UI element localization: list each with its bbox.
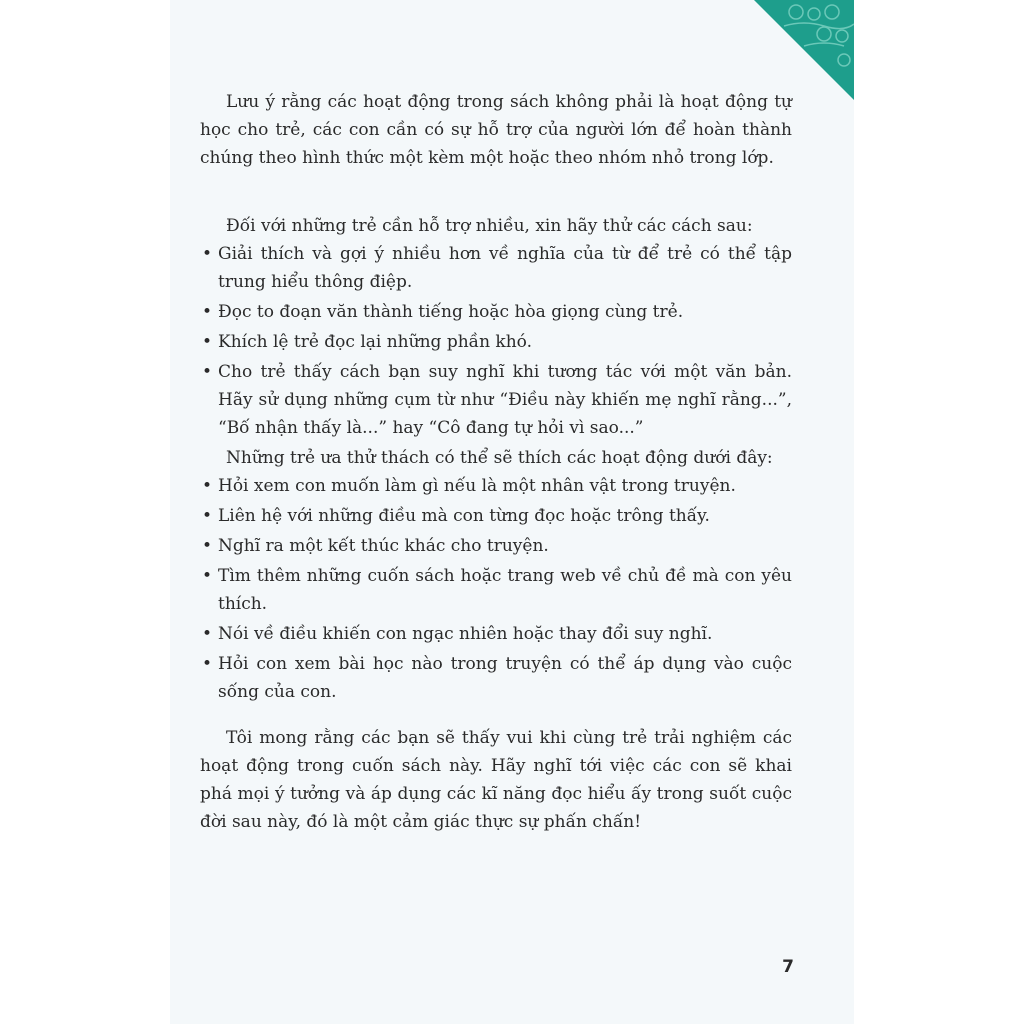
list-item: • Hỏi con xem bài học nào trong truyện có thể áp dụng vào cuộc sống của con. — [200, 650, 792, 706]
support-list — [200, 240, 792, 442]
page-number: 7 — [782, 957, 794, 977]
list-item: • Hỏi xem con muốn làm gì nếu là một nhân vật trong truyện. — [200, 472, 792, 500]
list-item: • Khích lệ trẻ đọc lại những phần khó. — [200, 328, 792, 356]
support-section-heading: Đối với những trẻ cần hỗ trợ nhiều, xin hãy thử các cách sau: — [226, 216, 753, 236]
list-item: • Tìm thêm những cuốn sách hoặc trang web về chủ đề mà con yêu thích. — [200, 562, 792, 618]
intro-paragraph: Lưu ý rằng các hoạt động trong sách không phải là hoạt động tự học cho trẻ, các con cần có sự hỗ trợ của người lớn để hoàn thành chúng theo hình thức một kèm một hoặc theo nhóm nhỏ trong lớp. — [200, 92, 792, 168]
page-content — [200, 88, 792, 836]
list-item: • Nói về điều khiến con ngạc nhiên hoặc thay đổi suy nghĩ. — [200, 620, 792, 648]
corner-decoration — [754, 0, 854, 100]
challenge-list — [200, 472, 792, 706]
book-page — [170, 0, 854, 1024]
list-item: • Giải thích và gợi ý nhiều hơn về nghĩa của từ để trẻ có thể tập trung hiểu thông điệp. — [200, 240, 792, 296]
list-item: • Liên hệ với những điều mà con từng đọc hoặc trông thấy. — [200, 502, 792, 530]
list-item: • Đọc to đoạn văn thành tiếng hoặc hòa giọng cùng trẻ. — [200, 298, 792, 326]
list-item: • Nghĩ ra một kết thúc khác cho truyện. — [200, 532, 792, 560]
closing-paragraph: Tôi mong rằng các bạn sẽ thấy vui khi cùng trẻ trải nghiệm các hoạt động trong cuốn sách này. Hãy nghĩ tới việc các con sẽ khai phá mọi ý tưởng và áp dụng các kĩ năng đọc hiểu ấy trong suốt cuộc đời sau này, đó là một cảm giác thực sự phấn chấn! — [200, 728, 792, 832]
list-item: • Cho trẻ thấy cách bạn suy nghĩ khi tương tác với một văn bản. Hãy sử dụng những cụm từ như “Điều này khiến mẹ nghĩ rằng...”, “Bố nhận thấy là...” hay “Cô đang tự hỏi vì sao...” — [200, 358, 792, 442]
challenge-section-heading: Những trẻ ưa thử thách có thể sẽ thích các hoạt động dưới đây: — [226, 448, 773, 468]
